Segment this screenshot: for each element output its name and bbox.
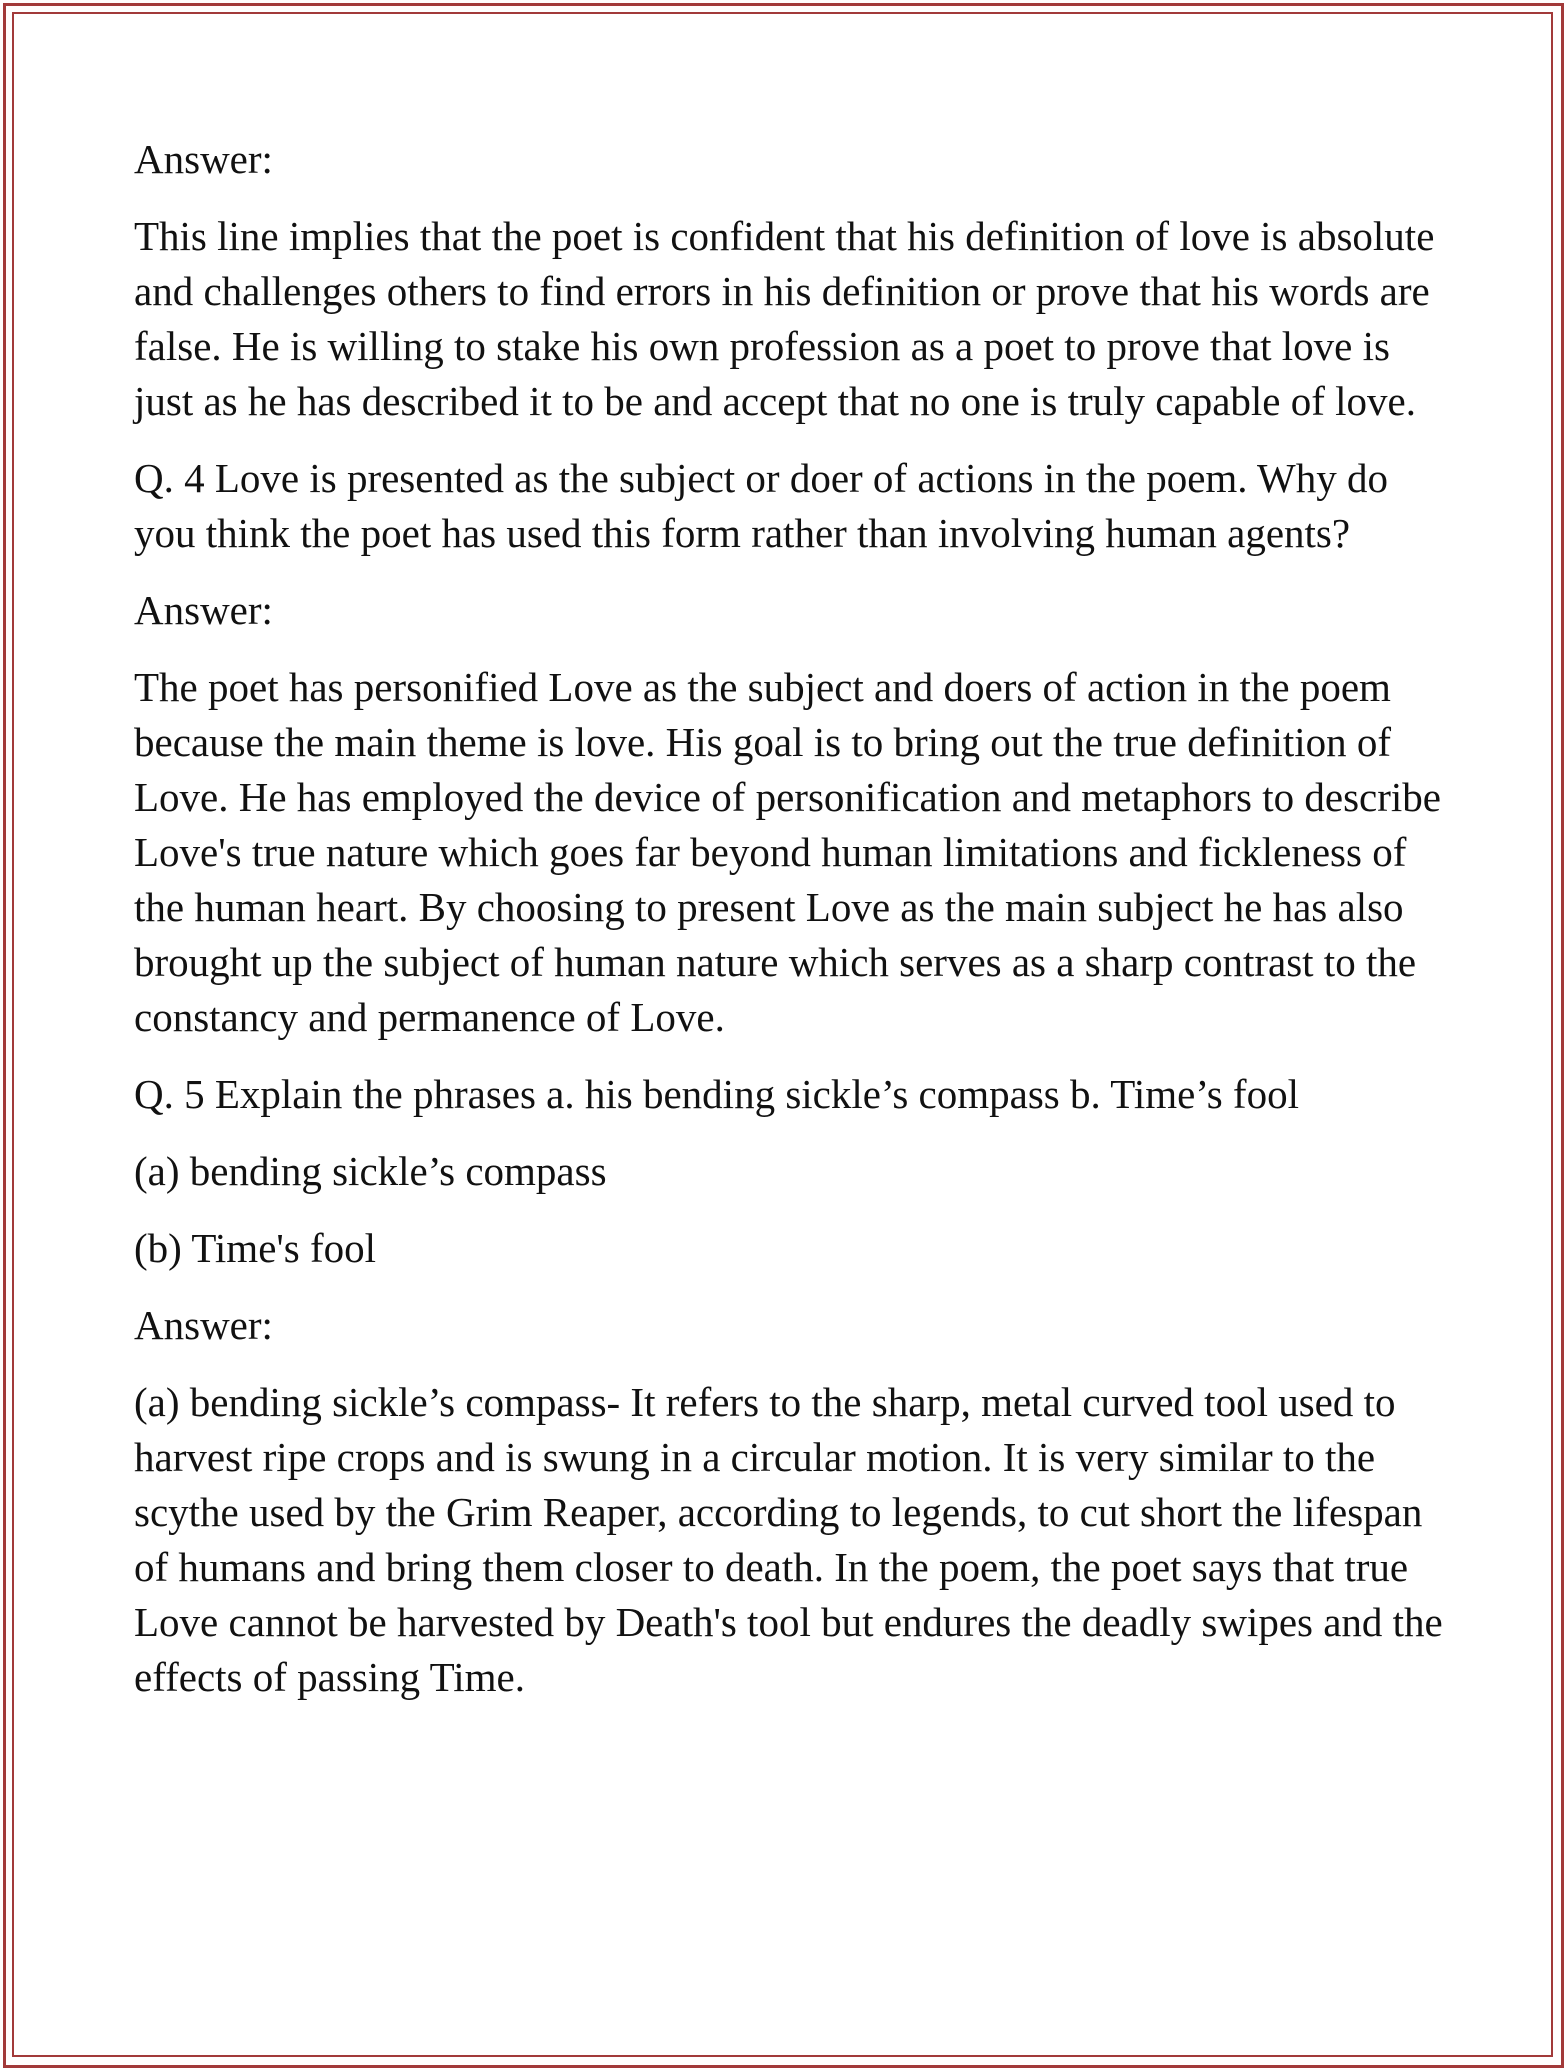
question-5: Q. 5 Explain the phrases a. his bending sickle’s compass b. Time’s fool	[134, 1071, 1299, 1117]
question-5-option-b: (b) Time's fool	[134, 1225, 377, 1271]
answer-label-3: Answer:	[134, 1302, 273, 1348]
question-4: Q. 4 Love is presented as the subject or doer of actions in the poem. Why do you think the poet has used this form rather than involving human agents?	[134, 455, 1388, 556]
document-body	[134, 132, 1454, 1727]
question-5-option-a: (a) bending sickle’s compass	[134, 1148, 607, 1194]
answer-paragraph-q4: The poet has personified Love as the subject and doers of action in the poem because the main theme is love. His goal is to bring out the true definition of Love. He has employed the device of personification and metaphors to describe Love's true nature which goes far beyond human limitations and fickleness of the human heart. By choosing to present Love as the main subject he has also brought up the subject of human nature which serves as a sharp contrast to the constancy and permanence of Love.	[134, 664, 1441, 1040]
answer-paragraph-q3: This line implies that the poet is confident that his definition of love is absolute and challenges others to find errors in his definition or prove that his words are false. He is willing to stake his own profession as a poet to prove that love is just as he has described it to be and accept that no one is truly capable of love.	[134, 213, 1435, 424]
answer-label-2: Answer:	[134, 587, 273, 633]
answer-paragraph-q5: (a) bending sickle’s compass- It refers to the sharp, metal curved tool used to harvest ripe crops and is swung in a circular motion. It is very similar to the scythe used by the Grim Reaper, according to legends, to cut short the lifespan of humans and bring them closer to death. In the poem, the poet says that true Love cannot be harvested by Death's tool but endures the deadly swipes and the effects of passing Time.	[134, 1379, 1443, 1700]
answer-label-1: Answer:	[134, 136, 273, 182]
